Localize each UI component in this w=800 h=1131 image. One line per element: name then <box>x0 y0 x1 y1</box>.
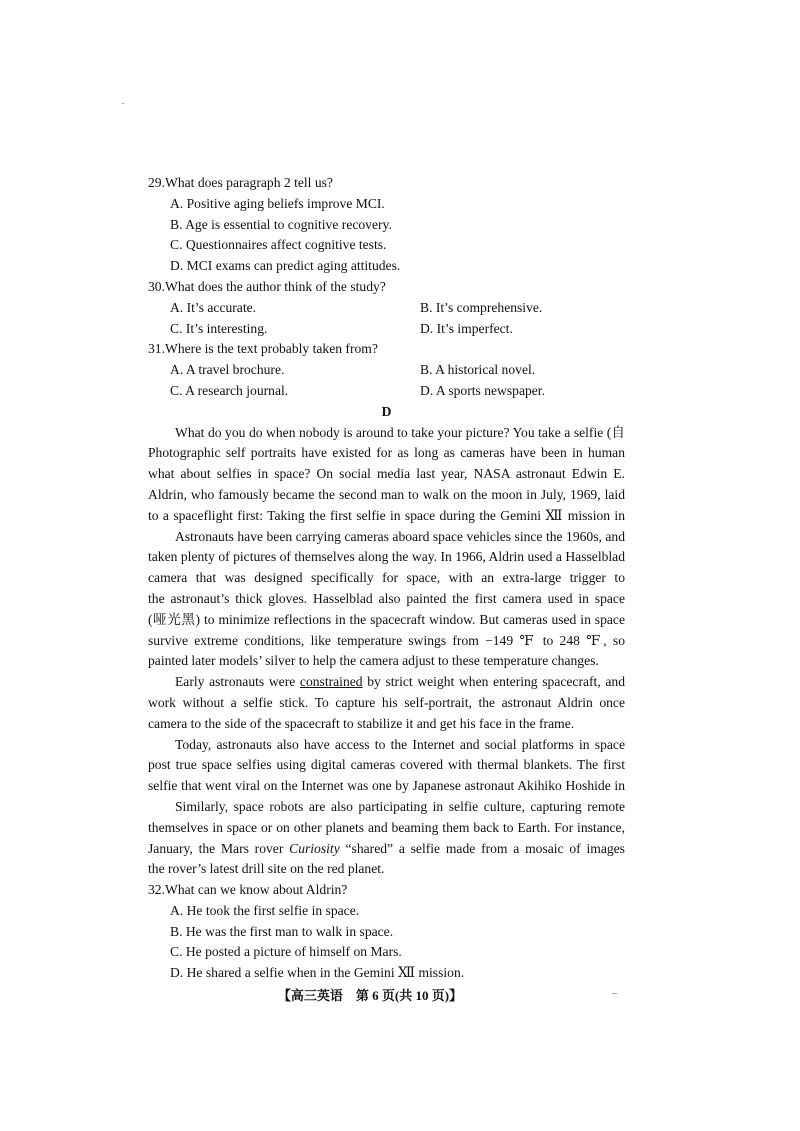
passage-line: painted later models’ silver to help the camera adjust to these temperature changes. <box>148 653 599 669</box>
answer-option: A. A travel brochure. <box>170 362 285 378</box>
passage-line: camera to the side of the spacecraft to stabilize it and get his face in the frame. <box>148 715 575 731</box>
exam-page <box>148 173 625 984</box>
answer-option-row <box>148 360 625 381</box>
question-stem <box>148 339 625 360</box>
section-heading: D <box>381 403 392 419</box>
answer-option: A. He took the first selfie in space. <box>170 902 360 918</box>
passage-line: the rover’s latest drill site on the red planet. <box>148 861 385 877</box>
answer-option: B. He was the first man to walk in space. <box>170 923 394 939</box>
answer-option: C. Questionnaires affect cognitive tests. <box>170 237 387 253</box>
answer-option-row <box>148 319 625 340</box>
passage-line: Photographic self portraits have existed for as long as cameras have been in human <box>148 445 625 461</box>
passage-line: Astronauts have been carrying cameras aboard space vehicles since the 1960s, and <box>175 528 625 544</box>
italic-word: Curiosity <box>289 840 340 856</box>
passage-line: post true space selfies using digital cameras covered with thermal blankets. The first <box>148 757 625 773</box>
passage-line: the astronaut’s thick gloves. Hasselblad also painted the first camera used in space <box>148 590 625 606</box>
answer-option: D. MCI exams can predict aging attitudes. <box>170 258 401 274</box>
answer-option-row <box>148 381 625 402</box>
passage-line: Similarly, space robots are also participating in selfie culture, capturing remote <box>175 798 625 814</box>
question-stem <box>148 173 625 194</box>
passage-line: What do you do when nobody is around to take your picture? You take a selfie (自 <box>175 424 625 440</box>
question-number: 31. <box>148 341 165 357</box>
passage-line: selfie that went viral on the Internet was one by Japanese astronaut Akihiko Hoshide in <box>148 778 625 794</box>
question-text: Where is the text probably taken from? <box>165 341 378 357</box>
scan-speck <box>122 103 124 104</box>
passage-line: to a spaceflight first: Taking the first selfie in space during the Gemini Ⅻ mission in <box>148 507 625 523</box>
passage-line: January, the Mars rover Curiosity “shared” a selfie made from a mosaic of images <box>148 840 625 856</box>
answer-option: A. Positive aging beliefs improve MCI. <box>170 195 385 211</box>
passage-line: what about selfies in space? On social media last year, NASA astronaut Edwin E. <box>148 466 625 482</box>
answer-option: B. A historical novel. <box>420 362 536 378</box>
passage-paragraph <box>148 672 625 734</box>
answer-option: B. It’s comprehensive. <box>420 299 543 315</box>
passage-line: camera that was designed specifically for space, with an extra-large trigger to <box>148 570 625 586</box>
passage-paragraph <box>148 423 625 527</box>
footer-mark: – <box>612 988 617 999</box>
passage-line: themselves in space or on other planets and beaming them back to Earth. For instance, <box>148 819 625 835</box>
question-text: What can we know about Aldrin? <box>165 882 348 898</box>
passage-line: work without a selfie stick. To capture his self-portrait, the astronaut Aldrin once <box>148 694 625 710</box>
answer-option: B. Age is essential to cognitive recovery. <box>170 216 392 232</box>
answer-option: A. It’s accurate. <box>170 299 257 315</box>
passage-line: Aldrin, who famously became the second man to walk on the moon in July, 1969, laid <box>148 486 625 502</box>
passage-line: Today, astronauts also have access to the Internet and social platforms in space <box>175 736 625 752</box>
underlined-word: constrained <box>299 674 363 690</box>
question-stem <box>148 277 625 298</box>
passage-line: survive extreme conditions, like temperature swings from −149 ℉ to 248 ℉, so <box>148 632 625 648</box>
answer-option: C. A research journal. <box>170 382 289 398</box>
question-text: What does the author think of the study? <box>165 278 386 294</box>
passage-line: (哑光黑) to minimize reflections in the spacecraft window. But cameras used in space <box>148 611 625 627</box>
question-number: 32. <box>148 882 165 898</box>
answer-option: D. It’s imperfect. <box>420 320 513 336</box>
passage-line: Early astronauts were constrained by strict weight when entering spacecraft, and <box>175 674 625 690</box>
answer-option: D. A sports newspaper. <box>420 382 545 398</box>
question-number: 29. <box>148 175 165 190</box>
passage-line: taken plenty of pictures of themselves along the way. In 1966, Aldrin used a Hasselblad <box>148 549 625 565</box>
passage-paragraph <box>148 735 625 797</box>
answer-option-row <box>148 298 625 319</box>
passage-paragraph <box>148 527 625 673</box>
page-footer: 【高三英语 第 6 页(共 10 页)】 <box>277 988 463 1003</box>
passage-paragraph <box>148 797 625 880</box>
question-text: What does paragraph 2 tell us? <box>165 175 333 190</box>
answer-option: D. He shared a selfie when in the Gemini Ⅻ mission. <box>170 965 465 981</box>
answer-option: C. It’s interesting. <box>170 320 268 336</box>
answer-option: C. He posted a picture of himself on Mars. <box>170 944 402 960</box>
question-number: 30. <box>148 278 165 294</box>
question-stem <box>148 880 625 901</box>
